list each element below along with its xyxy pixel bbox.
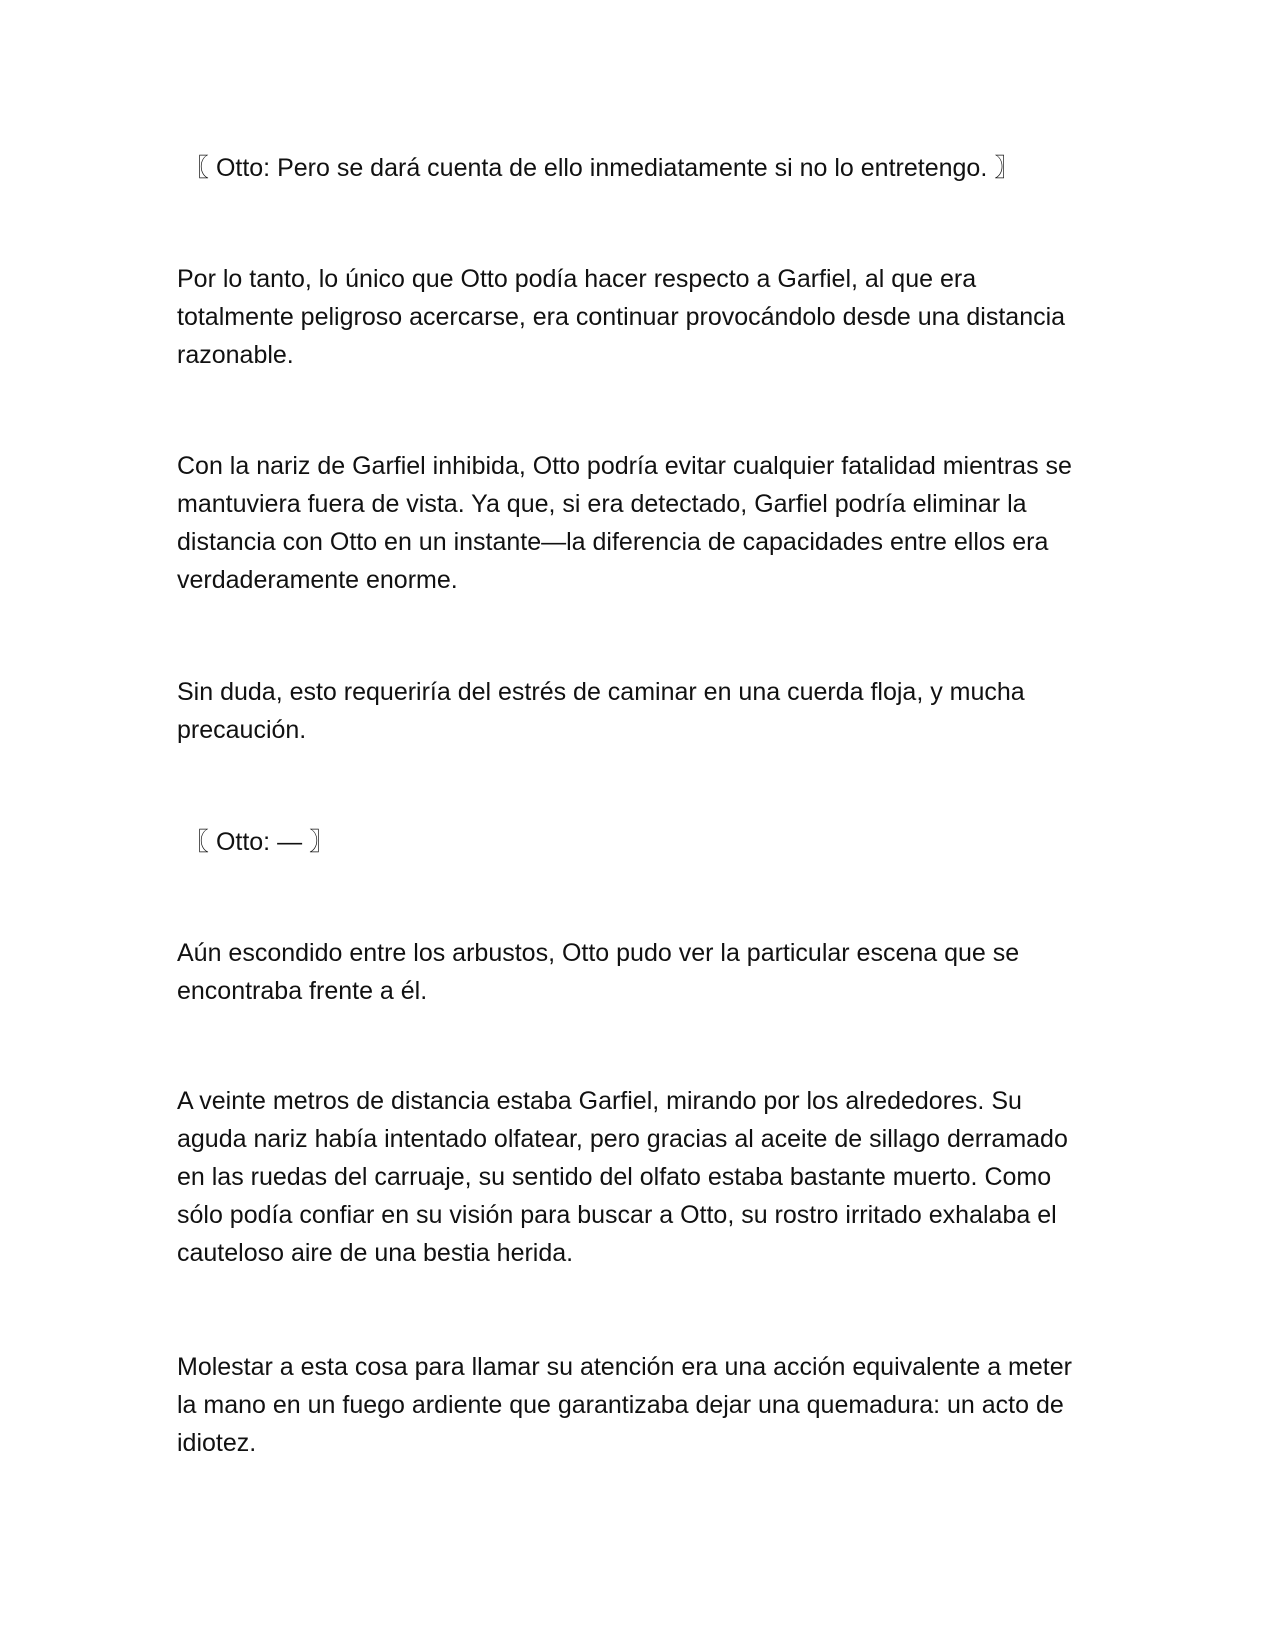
paragraph: Aún escondido entre los arbustos, Otto pudo ver la particular escena que se encontraba frente a él. [177, 939, 1020, 1005]
paragraph: A veinte metros de distancia estaba Garfiel, mirando por los alrededores. Su aguda nariz había intentado olfatear, pero gracias al aceite de sillago derramado en las ruedas del carruaje, su sentido del olfato estaba bastante muerto. Como sólo podía confiar en su visión para buscar a Otto, su rostro irritado exhalaba el cauteloso aire de una bestia herida. [177, 1087, 1068, 1267]
dialogue-line: 〖 Otto: — 〗 [184, 828, 335, 856]
paragraph: Con la nariz de Garfiel inhibida, Otto podría evitar cualquier fatalidad mientras se mantuviera fuera de vista. Ya que, si era detectado, Garfiel podría eliminar la distancia con Otto en un instante—la diferencia de capacidades entre ellos era verdaderamente enorme. [177, 452, 1072, 594]
paragraph: Por lo tanto, lo único que Otto podía hacer respecto a Garfiel, al que era totalmente peligroso acercarse, era continuar provocándolo desde una distancia razonable. [177, 265, 1066, 369]
dialogue-line: 〖 Otto: Pero se dará cuenta de ello inmediatamente si no lo entretengo. 〗 [184, 154, 1020, 182]
paragraph: Sin duda, esto requeriría del estrés de caminar en una cuerda floja, y mucha precaución. [177, 678, 1025, 744]
paragraph: Molestar a esta cosa para llamar su atención era una acción equivalente a meter la mano en un fuego ardiente que garantizaba dejar una quemadura: un acto de idiotez. [177, 1353, 1072, 1457]
